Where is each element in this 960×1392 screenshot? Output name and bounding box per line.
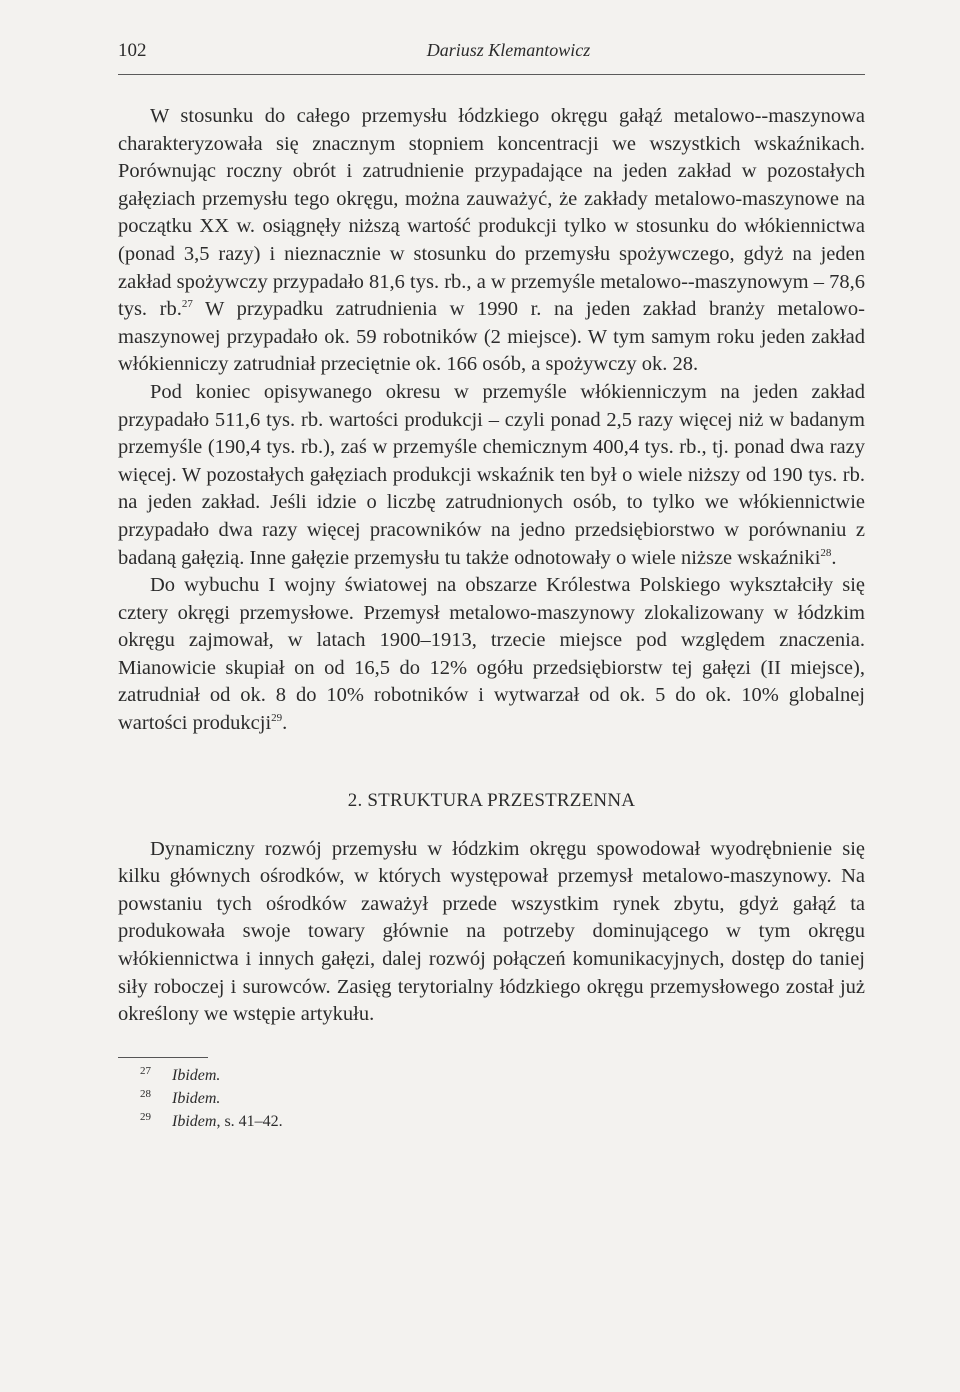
footnote-source: Ibidem [172, 1112, 217, 1130]
paragraph-text: Pod koniec opisywanego okresu w przemyśle włókienniczym na jeden zakład przypadało 511,6 tys. rb. wartości produkcji – czyli ponad 2,5 razy więcej niż w badanym przemyśle (190,4 tys. rb.), zaś w przemyśle chemicznym 400,4 tys. rb., tj. ponad dwa razy więcej. W pozostałych gałęziach produkcji wskaźnik ten był o wiele niższy od 190 tys. rb. na jeden zakład. Jeśli idzie o liczbę zatrudnionych osób, to tylko we włókiennictwie przypadało dwa razy więcej pracowników na jedno przedsiębiorstwo w porównaniu z badaną gałęzią. Inne gałęzie przemysłu tu także odnotowały o wiele niższe wskaźniki [118, 380, 865, 569]
paragraph-text: W przypadku zatrudnienia w 1990 r. na jeden zakład branży metalowo-maszynowej przypadało ok. 59 robotników (2 miejsce). W tym samym roku jeden zakład włókienniczy zatrudniał przeciętnie ok. 166 osób, a spożywczy ok. 28. [118, 298, 866, 376]
footnote-rule [118, 1057, 208, 1058]
paragraph [118, 836, 865, 1029]
paragraph-text: Do wybuchu I wojny światowej na obszarze Królestwa Polskiego wykształciły się cztery okręgi przemysłowe. Przemysł metalowo-maszynowy zlokalizowany w łódzkim okręgu zajmował, w latach 1900–1913, trzecie miejsce pod względem znaczenia. Mianowicie skupiał on od 16,5 do 12% ogółu przedsiębiorstw tej gałęzi (II miejsce), zatrudniał od ok. 8 do 10% robotników i wytwarzał od ok. 5 do ok. 10% globalnej wartości produkcji [118, 574, 865, 735]
footnote-source: Ibidem. [172, 1066, 221, 1084]
running-title: Dariusz Klemantowicz [426, 40, 591, 60]
paragraph-text: Dynamiczny rozwój przemysłu w łódzkim okręgu spowodował wyodrębnienie się kilku głównych ośrodków, w których występował przemysł metalowo-maszynowy. Na powstaniu tych ośrodków zaważył przede wszystkim rynek zbytu, gdyż gałąź ta produkowała swoje towary głównie na potrzeby dominującego w tym okręgu włókiennictwa i innych gałęzi, dalej rozwój połączeń komunikacyjnych, dostęp do taniej siły roboczej i surowców. Zasięg terytorialny łódzkiego okręgu przemysłowego został już określony we wstępie artykułu. [118, 837, 865, 1026]
paragraph-text: W stosunku do całego przemysłu łódzkiego okręgu gałąź metalowo--maszynowa charakteryzowała się znacznym stopniem koncentracji we wszystkich wskaźnikach. Porównując roczny obrót i zatrudnienie przypadające na jeden zakład w pozostałych gałęziach przemysłu tego okręgu, można zauważyć, że zakłady metalowo-maszynowe na początku XX w. osiągnęły niższą wartość produkcji tylko w stosunku do włókiennictwa (ponad 3,5 razy) i nieznacznie w stosunku do przemysłu spożywczego, gdyż na jeden zakład spożywczy przypadało 81,6 tys. rb., a w przemyśle metalowo--maszynowym – 78,6 tys. rb. [118, 105, 865, 321]
paragraph [118, 103, 865, 379]
footnote-source: Ibidem. [172, 1089, 221, 1107]
paragraph [118, 379, 865, 572]
header-rule [118, 74, 865, 75]
section-heading: 2. STRUKTURA PRZESTRZENNA [347, 789, 636, 811]
footnotes [118, 1064, 865, 1133]
paragraph [118, 572, 865, 738]
paragraph-text: . [831, 546, 837, 569]
page-number: 102 [118, 40, 147, 61]
footnote: 28 Ibidem. [140, 1087, 221, 1107]
running-header [118, 40, 865, 70]
footnote: 27 Ibidem. [140, 1064, 221, 1084]
paragraph-text: . [282, 712, 288, 735]
footnote: 29 Ibidem, s. 41–42. [140, 1110, 283, 1130]
footnote-ref[interactable]: 29 [271, 712, 283, 725]
footnote-text: , s. 41–42. [216, 1112, 283, 1130]
footnote-ref[interactable]: 27 [181, 298, 193, 311]
body-text [118, 103, 865, 1029]
footnote-ref[interactable]: 28 [820, 546, 832, 559]
